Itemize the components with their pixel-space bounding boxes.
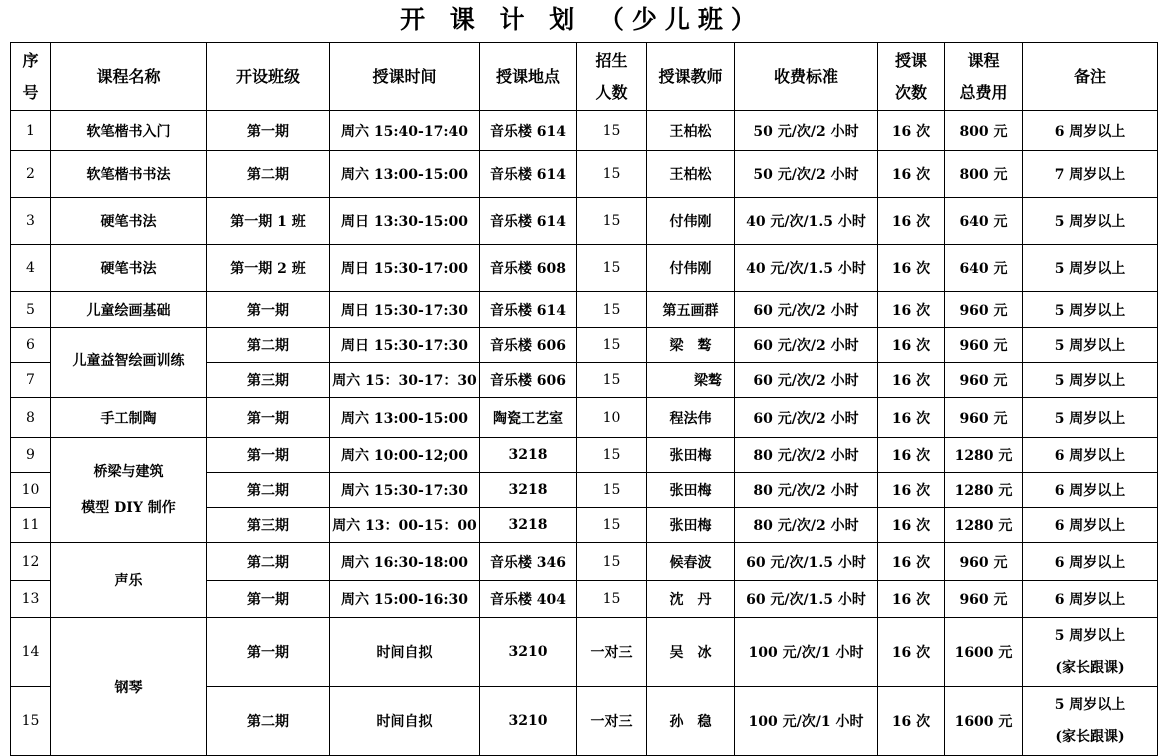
cell-fee: 60 元/次/1.5 小时 (735, 543, 878, 581)
header-sessions: 授课 次数 (878, 43, 945, 111)
cell-sessions: 16 次 (878, 363, 945, 398)
cell-note: 5 周岁以上 (家长跟课) (1023, 618, 1158, 687)
course-plan-table (10, 42, 1158, 756)
cell-sessions: 16 次 (878, 508, 945, 543)
cell-seq: 8 (11, 398, 51, 438)
cell-course: 手工制陶 (51, 398, 207, 438)
cell-level: 第二期 (207, 151, 330, 198)
table-row (11, 398, 1158, 438)
header-course: 课程名称 (51, 43, 207, 111)
cell-teacher: 候春波 (647, 543, 735, 581)
cell-seq: 2 (11, 151, 51, 198)
cell-level: 第一期 (207, 111, 330, 151)
cell-fee: 60 元/次/1.5 小时 (735, 581, 878, 618)
cell-note: 6 周岁以上 (1023, 508, 1158, 543)
cell-enroll: 15 (577, 473, 647, 508)
cell-fee: 80 元/次/2 小时 (735, 473, 878, 508)
cell-note: 5 周岁以上 (1023, 398, 1158, 438)
cell-note: 6 周岁以上 (1023, 581, 1158, 618)
table-row (11, 328, 1158, 363)
cell-total: 960 元 (945, 581, 1023, 618)
cell-location: 3218 (480, 508, 577, 543)
cell-enroll: 15 (577, 328, 647, 363)
cell-level: 第三期 (207, 363, 330, 398)
header-level: 开设班级 (207, 43, 330, 111)
cell-note: 6 周岁以上 (1023, 438, 1158, 473)
cell-level: 第二期 (207, 328, 330, 363)
cell-location: 3218 (480, 473, 577, 508)
cell-course: 儿童益智绘画训练 (51, 328, 207, 398)
cell-note: 6 周岁以上 (1023, 111, 1158, 151)
cell-teacher: 张田梅 (647, 473, 735, 508)
cell-total: 960 元 (945, 543, 1023, 581)
cell-enroll: 15 (577, 508, 647, 543)
cell-enroll: 10 (577, 398, 647, 438)
cell-level: 第一期 (207, 398, 330, 438)
cell-teacher: 王柏松 (647, 111, 735, 151)
cell-teacher: 程法伟 (647, 398, 735, 438)
header-seq: 序 号 (11, 43, 51, 111)
cell-level: 第三期 (207, 508, 330, 543)
table-row (11, 198, 1158, 245)
cell-location: 音乐楼 614 (480, 292, 577, 328)
cell-sessions: 16 次 (878, 687, 945, 756)
cell-course: 硬笔书法 (51, 245, 207, 292)
cell-fee: 60 元/次/2 小时 (735, 328, 878, 363)
cell-note: 6 周岁以上 (1023, 473, 1158, 508)
cell-seq: 7 (11, 363, 51, 398)
table-row (11, 111, 1158, 151)
header-teacher: 授课教师 (647, 43, 735, 111)
cell-level: 第一期 1 班 (207, 198, 330, 245)
cell-level: 第二期 (207, 473, 330, 508)
cell-seq: 13 (11, 581, 51, 618)
cell-location: 3210 (480, 618, 577, 687)
cell-course: 钢琴 (51, 618, 207, 756)
cell-teacher: 孙 稳 (647, 687, 735, 756)
table-row (11, 618, 1158, 687)
header-fee: 收费标准 (735, 43, 878, 111)
cell-enroll: 15 (577, 581, 647, 618)
cell-sessions: 16 次 (878, 198, 945, 245)
cell-location: 音乐楼 614 (480, 111, 577, 151)
cell-sessions: 16 次 (878, 618, 945, 687)
cell-level: 第二期 (207, 687, 330, 756)
cell-time: 周六 13：00-15：00 (330, 508, 480, 543)
cell-seq: 10 (11, 473, 51, 508)
cell-fee: 80 元/次/2 小时 (735, 508, 878, 543)
cell-note: 5 周岁以上 (1023, 292, 1158, 328)
cell-sessions: 16 次 (878, 328, 945, 363)
cell-total: 800 元 (945, 111, 1023, 151)
cell-location: 音乐楼 404 (480, 581, 577, 618)
cell-time: 周日 15:30-17:30 (330, 328, 480, 363)
cell-enroll: 一对三 (577, 687, 647, 756)
cell-level: 第一期 (207, 618, 330, 687)
cell-teacher: 王柏松 (647, 151, 735, 198)
cell-level: 第一期 (207, 581, 330, 618)
cell-fee: 100 元/次/1 小时 (735, 687, 878, 756)
cell-teacher: 第五画群 (647, 292, 735, 328)
cell-course: 桥梁与建筑 模型 DIY 制作 (51, 438, 207, 543)
cell-sessions: 16 次 (878, 438, 945, 473)
cell-fee: 50 元/次/2 小时 (735, 151, 878, 198)
cell-teacher: 张田梅 (647, 438, 735, 473)
cell-total: 960 元 (945, 328, 1023, 363)
cell-location: 音乐楼 346 (480, 543, 577, 581)
cell-teacher: 付伟刚 (647, 198, 735, 245)
cell-seq: 1 (11, 111, 51, 151)
cell-total: 1280 元 (945, 508, 1023, 543)
cell-time: 周六 13:00-15:00 (330, 151, 480, 198)
cell-fee: 60 元/次/2 小时 (735, 292, 878, 328)
cell-time: 周六 13:00-15:00 (330, 398, 480, 438)
cell-location: 音乐楼 614 (480, 151, 577, 198)
cell-total: 960 元 (945, 363, 1023, 398)
cell-seq: 14 (11, 618, 51, 687)
cell-seq: 5 (11, 292, 51, 328)
cell-location: 音乐楼 614 (480, 198, 577, 245)
cell-teacher: 付伟刚 (647, 245, 735, 292)
cell-enroll: 15 (577, 543, 647, 581)
cell-time: 时间自拟 (330, 687, 480, 756)
cell-seq: 4 (11, 245, 51, 292)
cell-course: 软笔楷书书法 (51, 151, 207, 198)
cell-enroll: 15 (577, 292, 647, 328)
cell-sessions: 16 次 (878, 543, 945, 581)
page-title: 开 课 计 划 （少儿班） (400, 5, 764, 34)
cell-level: 第一期 2 班 (207, 245, 330, 292)
cell-total: 1280 元 (945, 438, 1023, 473)
table-row (11, 292, 1158, 328)
cell-course: 软笔楷书入门 (51, 111, 207, 151)
cell-fee: 60 元/次/2 小时 (735, 398, 878, 438)
cell-enroll: 15 (577, 363, 647, 398)
cell-teacher: 沈 丹 (647, 581, 735, 618)
cell-time: 周六 15:40-17:40 (330, 111, 480, 151)
cell-sessions: 16 次 (878, 581, 945, 618)
cell-location: 音乐楼 608 (480, 245, 577, 292)
table-row (11, 245, 1158, 292)
header-note: 备注 (1023, 43, 1158, 111)
cell-time: 时间自拟 (330, 618, 480, 687)
cell-time: 周六 10:00-12;00 (330, 438, 480, 473)
cell-level: 第一期 (207, 438, 330, 473)
header-location: 授课地点 (480, 43, 577, 111)
cell-sessions: 16 次 (878, 398, 945, 438)
cell-level: 第二期 (207, 543, 330, 581)
cell-total: 640 元 (945, 245, 1023, 292)
header-row (11, 43, 1158, 111)
header-time: 授课时间 (330, 43, 480, 111)
cell-time: 周日 15:30-17:00 (330, 245, 480, 292)
cell-seq: 11 (11, 508, 51, 543)
cell-total: 640 元 (945, 198, 1023, 245)
cell-note: 7 周岁以上 (1023, 151, 1158, 198)
cell-location: 陶瓷工艺室 (480, 398, 577, 438)
cell-time: 周六 15:00-16:30 (330, 581, 480, 618)
cell-sessions: 16 次 (878, 111, 945, 151)
cell-note: 5 周岁以上 (家长跟课) (1023, 687, 1158, 756)
cell-note: 5 周岁以上 (1023, 245, 1158, 292)
cell-teacher: 梁骜 (647, 363, 735, 398)
cell-sessions: 16 次 (878, 292, 945, 328)
cell-location: 3210 (480, 687, 577, 756)
cell-enroll: 15 (577, 151, 647, 198)
cell-enroll: 一对三 (577, 618, 647, 687)
cell-fee: 50 元/次/2 小时 (735, 111, 878, 151)
cell-time: 周六 15：30-17：30 (330, 363, 480, 398)
cell-total: 960 元 (945, 292, 1023, 328)
cell-time: 周日 13:30-15:00 (330, 198, 480, 245)
cell-enroll: 15 (577, 245, 647, 292)
cell-location: 3218 (480, 438, 577, 473)
cell-time: 周六 15:30-17:30 (330, 473, 480, 508)
header-enroll: 招生 人数 (577, 43, 647, 111)
cell-fee: 40 元/次/1.5 小时 (735, 198, 878, 245)
cell-total: 1280 元 (945, 473, 1023, 508)
cell-fee: 60 元/次/2 小时 (735, 363, 878, 398)
cell-enroll: 15 (577, 198, 647, 245)
cell-seq: 6 (11, 328, 51, 363)
cell-total: 1600 元 (945, 618, 1023, 687)
cell-seq: 15 (11, 687, 51, 756)
table-row (11, 151, 1158, 198)
cell-sessions: 16 次 (878, 245, 945, 292)
cell-fee: 80 元/次/2 小时 (735, 438, 878, 473)
cell-teacher: 梁 骜 (647, 328, 735, 363)
cell-teacher: 张田梅 (647, 508, 735, 543)
cell-note: 6 周岁以上 (1023, 543, 1158, 581)
table-row (11, 543, 1158, 581)
cell-total: 800 元 (945, 151, 1023, 198)
cell-note: 5 周岁以上 (1023, 363, 1158, 398)
cell-sessions: 16 次 (878, 473, 945, 508)
cell-teacher: 吴 冰 (647, 618, 735, 687)
cell-fee: 40 元/次/1.5 小时 (735, 245, 878, 292)
cell-location: 音乐楼 606 (480, 328, 577, 363)
cell-seq: 3 (11, 198, 51, 245)
cell-seq: 9 (11, 438, 51, 473)
cell-course: 声乐 (51, 543, 207, 618)
cell-course: 硬笔书法 (51, 198, 207, 245)
header-total: 课程 总费用 (945, 43, 1023, 111)
cell-time: 周六 16:30-18:00 (330, 543, 480, 581)
cell-note: 5 周岁以上 (1023, 198, 1158, 245)
cell-note: 5 周岁以上 (1023, 328, 1158, 363)
cell-enroll: 15 (577, 111, 647, 151)
cell-course: 儿童绘画基础 (51, 292, 207, 328)
table-row (11, 438, 1158, 473)
cell-level: 第一期 (207, 292, 330, 328)
cell-location: 音乐楼 606 (480, 363, 577, 398)
cell-enroll: 15 (577, 438, 647, 473)
cell-time: 周日 15:30-17:30 (330, 292, 480, 328)
cell-seq: 12 (11, 543, 51, 581)
cell-total: 960 元 (945, 398, 1023, 438)
cell-fee: 100 元/次/1 小时 (735, 618, 878, 687)
cell-sessions: 16 次 (878, 151, 945, 198)
cell-total: 1600 元 (945, 687, 1023, 756)
